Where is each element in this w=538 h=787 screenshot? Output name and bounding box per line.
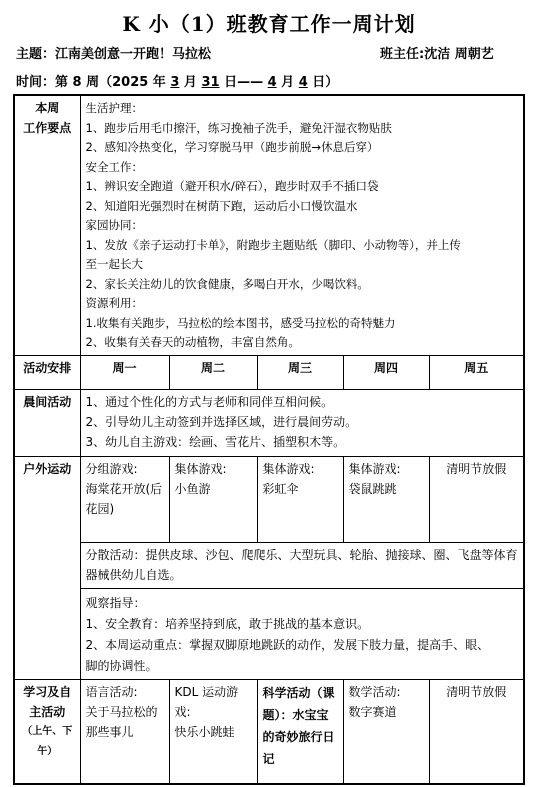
- focus-line: 家园协同：: [85, 218, 143, 232]
- focus-line: 1、发放《亲子运动打卡单》，附跑步主题贴纸（脚印、小动物等），并上传: [85, 237, 461, 252]
- start-day: 31: [201, 75, 220, 90]
- game-name: 小鱼游: [174, 481, 211, 496]
- teachers-text: 班主任:沈洁 周朝艺: [380, 47, 494, 62]
- focus-line: 至一起长大: [85, 257, 143, 271]
- focus-line: 资源利用：: [85, 296, 143, 310]
- study-label-1: 学习及自: [23, 684, 72, 699]
- schedule-row: [14, 355, 524, 389]
- game-name: 袋鼠跳跳: [348, 481, 397, 496]
- focus-line: 2、家长关注幼儿的饮食健康，多喝白开水，少喝饮料。: [85, 276, 369, 291]
- outdoor-label: 户外运动: [14, 456, 80, 679]
- study-name: 关于马拉松的那些事儿: [85, 704, 158, 739]
- outdoor-game-wed: [257, 456, 343, 542]
- focus-line: 1、跑步后用毛巾擦汗，练习挽袖子洗手，避免汗湿衣物贴肤: [85, 120, 392, 135]
- study-holiday: 清明节放假: [429, 679, 524, 784]
- game-title: 集体游戏:: [262, 461, 315, 476]
- morning-row: [14, 389, 524, 456]
- game-name: 彩虹伞: [262, 481, 299, 496]
- study-title: 科学活动（课题）：: [262, 685, 335, 722]
- study-tue: [169, 679, 257, 784]
- study-wed: [257, 679, 343, 784]
- focus-line: 生活护理：: [85, 101, 143, 115]
- study-name: 快乐小跳蛙: [174, 724, 235, 739]
- end-month: 4: [267, 75, 277, 90]
- focus-line: 2、知道阳光强烈时在树荫下跑，运动后小口慢饮温水: [85, 198, 358, 213]
- time-month-text-2: 月: [276, 75, 299, 90]
- study-name: 数字赛道: [348, 704, 397, 719]
- game-title: 分组游戏:: [85, 461, 138, 476]
- morning-line: 3、幼儿自主游戏：绘画、雪花片、插塑积木等。: [85, 434, 346, 449]
- day-mon: 周一: [80, 355, 169, 389]
- time-dash: 日——: [219, 75, 268, 90]
- focus-content: [80, 95, 524, 355]
- outdoor-game-thu: [343, 456, 429, 542]
- weekly-plan-table: [13, 94, 525, 785]
- day-wed: 周三: [257, 355, 343, 389]
- focus-row: [14, 95, 524, 355]
- focus-line: 2、感知冷热变化，学习穿脱马甲（跑步前脱→休息后穿）: [85, 140, 379, 154]
- observe-line: 2、本周运动重点：掌握双脚原地跳跃的动作，发展下肢力量，提高手、眼、: [85, 637, 490, 652]
- outdoor-scatter: 分散活动：提供皮球、沙包、爬爬乐、大型玩具、轮胎、抛接球、圈、飞盘等体育器械供幼儿自选。: [80, 542, 524, 588]
- start-month: 3: [170, 75, 180, 90]
- morning-line: 2、引导幼儿主动签到并选择区域，进行晨间劳动。: [85, 414, 358, 429]
- outdoor-game-tue: [169, 456, 257, 542]
- outdoor-scatter-row: [14, 542, 524, 588]
- focus-line: 2、收集有关春天的动植物，丰富自然角。: [85, 335, 300, 349]
- morning-content: [80, 389, 524, 456]
- game-title: 集体游戏:: [174, 461, 227, 476]
- observe-line: 1、安全教育：培养坚持到底，敢于挑战的基本意识。: [85, 616, 370, 631]
- focus-label-1: 本周: [35, 101, 60, 115]
- schedule-label: 活动安排: [14, 355, 80, 389]
- game-title: 集体游戏:: [348, 461, 401, 476]
- theme-text: 主题：江南美创意一开跑！马拉松: [16, 47, 212, 62]
- outdoor-observe: [80, 588, 524, 679]
- study-title: KDL 运动游戏:: [174, 684, 239, 719]
- study-label: [14, 679, 80, 784]
- observe-line: 脚的协调性。: [85, 658, 158, 673]
- focus-line: 1.收集有关跑步，马拉松的绘本图书，感受马拉松的奇特魅力: [85, 315, 396, 330]
- observe-line: 观察指导：: [85, 595, 146, 610]
- study-title: 数学活动:: [348, 684, 401, 699]
- day-fri: 周五: [429, 355, 524, 389]
- morning-line: 1、通过个性化的方式与老师和同伴互相问候。: [85, 394, 334, 409]
- focus-line: 1、辨识安全跑道（避开积水/碎石），跑步时双手不插口袋: [85, 179, 379, 193]
- study-row: [14, 679, 524, 784]
- day-tue: 周二: [169, 355, 257, 389]
- page-title: K 小（1）班教育工作一周计划: [122, 12, 416, 36]
- study-label-3: （上午、下午）: [22, 725, 73, 757]
- day-thu: 周四: [343, 355, 429, 389]
- outdoor-game-mon: [80, 456, 169, 542]
- study-name: 水宝宝的奇妙旅行日记: [262, 707, 335, 766]
- focus-line: 安全工作：: [85, 159, 143, 174]
- time-suffix: 日）: [307, 75, 339, 90]
- morning-label: 晨间活动: [14, 389, 80, 456]
- time-month-text: 月: [179, 75, 202, 90]
- study-mon: [80, 679, 169, 784]
- game-name: 海棠花开放(后花园): [85, 481, 163, 516]
- time-prefix: 时间：第 8 周（2025 年: [16, 75, 171, 90]
- outdoor-holiday: 清明节放假: [429, 456, 524, 542]
- time-line: [16, 71, 338, 90]
- study-title: 语言活动:: [85, 684, 138, 699]
- outdoor-games-row: [14, 456, 524, 542]
- study-thu: [343, 679, 429, 784]
- end-day: 4: [298, 75, 308, 90]
- study-label-2: 主活动: [29, 704, 66, 719]
- outdoor-observe-row: [14, 588, 524, 679]
- focus-label-2: 工作要点: [23, 121, 72, 135]
- focus-label: [14, 95, 80, 355]
